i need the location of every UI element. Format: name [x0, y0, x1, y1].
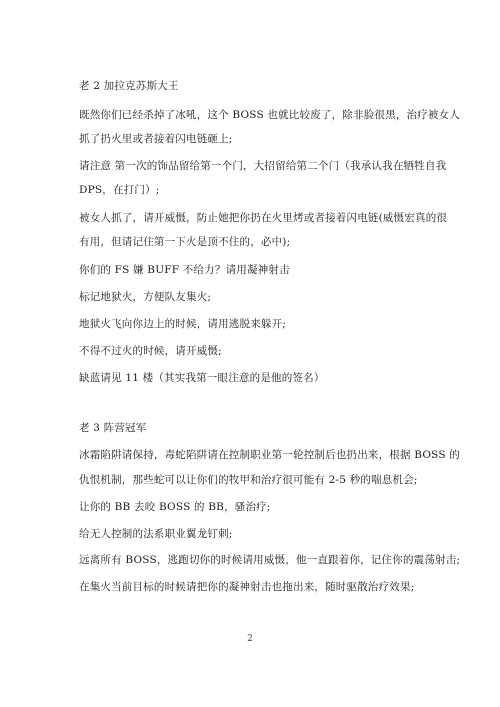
section-heading-lord-jaraxxus: 老 2 加拉克苏斯大王	[79, 80, 179, 92]
page-number: 2	[247, 634, 253, 644]
paragraph-line: DPS，在打门）;	[79, 184, 160, 196]
paragraph-line: 地狱火飞向你边上的时候，请用逃脱来躲开;	[79, 318, 287, 330]
paragraph-line: 让你的 BB 去咬 BOSS 的 BB，骚治疗;	[79, 501, 271, 513]
paragraph-line: 既然你们已经杀掉了冰吼，这个 BOSS 也就比较废了，除非脸很黑，治疗被女人	[79, 109, 460, 121]
paragraph-line: 缺蓝请见 11 楼（其实我第一眼注意的是他的签名）	[79, 372, 325, 384]
paragraph-line: 冰霜陷阱请保持，毒蛇陷阱请在控制职业第一轮控制后也扔出来，根据 BOSS 的	[79, 449, 460, 461]
paragraph-line: 远离所有 BOSS，逃跑切你的时候请用威慑，他一直跟着你，记住你的震荡射击;	[79, 554, 461, 566]
paragraph-line: 不得不过火的时候，请开威慑;	[79, 345, 222, 357]
paragraph-line: 有用，但请记住第一下火是顶不住的，必中);	[79, 236, 291, 248]
paragraph-line: 仇恨机制，那些蛇可以让你们的牧甲和治疗很可能有 2-5 秒的喘息机会;	[79, 474, 418, 486]
section-heading-faction-champions: 老 3 阵营冠军	[79, 422, 147, 434]
paragraph-line: 你们的 FS 嫌 BUFF 不给力？请用凝神射击	[79, 264, 290, 276]
paragraph-line: 请注意 第一次的饰品留给第一个门，大招留给第二个门（我承认我在牺牲自我	[79, 160, 447, 172]
paragraph-line: 抓了扔火里或者接着闪电链砸上;	[79, 133, 233, 145]
paragraph-line: 给无人控制的法系职业翼龙钉刺;	[79, 528, 233, 540]
paragraph-line: 标记地狱火，方便队友集火;	[79, 291, 212, 303]
paragraph-line: 在集火当前目标的时候请把你的凝神射击也拖出来，随时驱散治疗效果;	[79, 581, 415, 593]
paragraph-line: 被女人抓了，请开威慑，防止她把你扔在火里烤或者接着闪电链(威慑宏真的很	[79, 212, 448, 224]
